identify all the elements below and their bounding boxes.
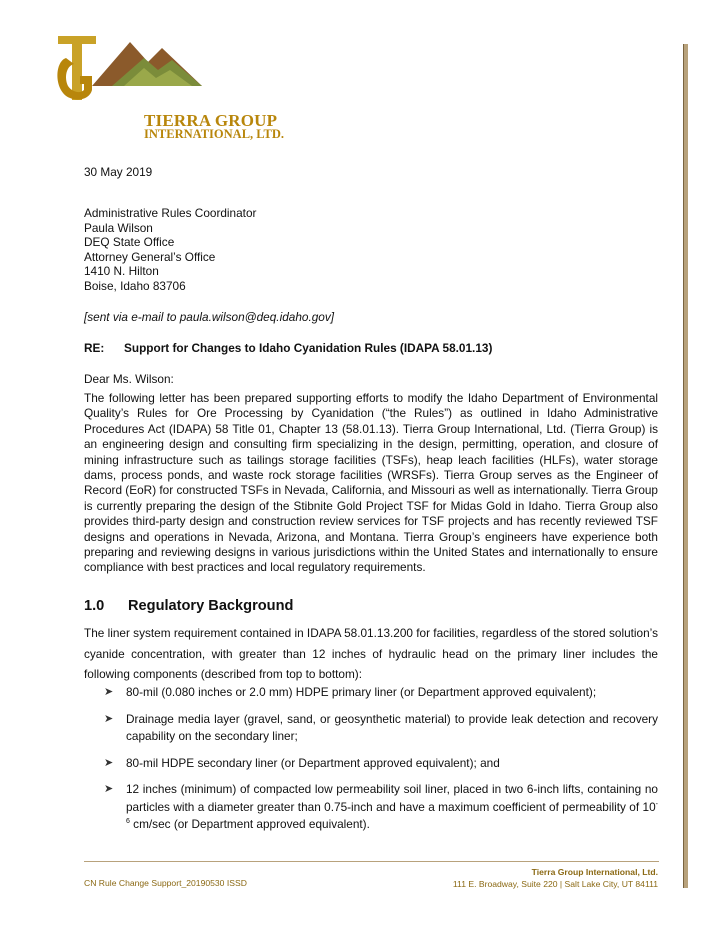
subject-label: RE: — [84, 341, 105, 355]
company-logo — [52, 28, 284, 141]
recipient-line: 1410 N. Hilton — [84, 264, 159, 279]
list-item-text — [126, 782, 658, 831]
footer-divider — [84, 861, 659, 862]
subject-line — [84, 341, 658, 356]
exponent: -6 — [126, 800, 658, 826]
list-item — [104, 711, 658, 746]
recipient-address — [84, 206, 658, 294]
footer-company: Tierra Group International, Ltd. — [531, 867, 658, 877]
list-item-text: Drainage media layer (gravel, sand, or geosynthetic material) to provide leak detection and recovery capability on the secondary liner; — [126, 711, 658, 743]
footer-address: 111 E. Broadway, Suite 220 | Salt Lake City, UT 84111 — [452, 879, 658, 889]
section-number: 1.0 — [84, 598, 105, 614]
logo-company-name: TIERRA GROUP — [144, 111, 278, 130]
recipient-line: Boise, Idaho 83706 — [84, 278, 186, 293]
subject-text: Support for Changes to Idaho Cyanidation Rules (IDAPA 58.01.13) — [124, 341, 493, 355]
salutation: Dear Ms. Wilson: — [84, 372, 174, 386]
arrow-bullet-icon: ➤ — [104, 783, 114, 795]
list-item-text-part: 12 inches (minimum) of compacted low permeability soil liner, placed in two 6-inch lifts, containing no particles with a diameter greater than 0.75-inch and have a maximum coefficient of permeability of 10 — [126, 782, 658, 814]
section-heading — [84, 597, 293, 615]
footer-company-block — [453, 866, 658, 890]
logo-mark-icon — [52, 28, 232, 114]
recipient-line: DEQ State Office — [84, 235, 175, 250]
arrow-bullet-icon: ➤ — [104, 712, 114, 725]
sent-via-note: [sent via e-mail to paula.wilson@deq.idaho.gov] — [84, 310, 335, 324]
section-title: Regulatory Background — [128, 598, 294, 614]
footer-document-reference: CN Rule Change Support_20190530 ISSD — [84, 878, 247, 888]
arrow-bullet-icon: ➤ — [104, 756, 114, 769]
list-item-text-part: cm/sec (or Department approved equivalent). — [129, 817, 370, 831]
recipient-line: Attorney General’s Office — [84, 249, 216, 264]
liner-components-list — [104, 684, 658, 843]
list-item-text: 80-mil HDPE secondary liner (or Department approved equivalent); and — [126, 755, 500, 770]
list-item — [104, 755, 658, 773]
recipient-line: Administrative Rules Coordinator — [84, 206, 257, 220]
list-item-text: 80-mil (0.080 inches or 2.0 mm) HDPE primary liner (or Department approved equivalent); — [126, 685, 597, 699]
right-margin-rule — [683, 44, 688, 888]
letter-date: 30 May 2019 — [84, 165, 153, 179]
logo-company-subtitle: INTERNATIONAL, LTD. — [144, 127, 284, 141]
arrow-bullet-icon: ➤ — [104, 686, 114, 698]
section-paragraph: The liner system requirement contained in IDAPA 58.01.13.200 for facilities, regardless of the stored solution’s cyanide concentration, with greater than 12 inches of hydraulic head on the primary liner includes the following components (described from top to bottom): — [84, 626, 658, 681]
list-item — [104, 781, 658, 834]
intro-paragraph: The following letter has been prepared supporting efforts to modify the Idaho Department of Environmental Quality’s Rules for Ore Processing by Cyanidation (“the Rules”) as outlined in Idaho Administrative Procedures Act (IDAPA) 58 Title 01, Chapter 13 (58.01.13). Tierra Group International, Ltd. (Tierra Group) is an engineering design and consulting firm specializing in the design, permitting, operation, and closure of mining infrastructure such as tailings storage facilities (TSFs), heap leach facilities (HLFs), water storage dams, process ponds, and waste rock storage facilities (WRSFs). Tierra Group serves as the Engineer of Record (EoR) for constructed TSFs in Nevada, California, and Missouri as well as internationally. Tierra Group is currently preparing the design of the Stibnite Gold Project TSF for Midas Gold in Idaho. Tierra Group also provides third-party design and construction review services for TSF projects and has recently reviewed TSF designs and operations in Nevada, Arizona, and Montana. Tierra Group’s engineers have experience both preparing and reviewing designs in various jurisdictions within the United States and internationally to ensure compliance with best practices and local regulatory requirements. — [84, 391, 658, 575]
recipient-line: Paula Wilson — [84, 220, 153, 235]
list-item — [104, 684, 658, 702]
